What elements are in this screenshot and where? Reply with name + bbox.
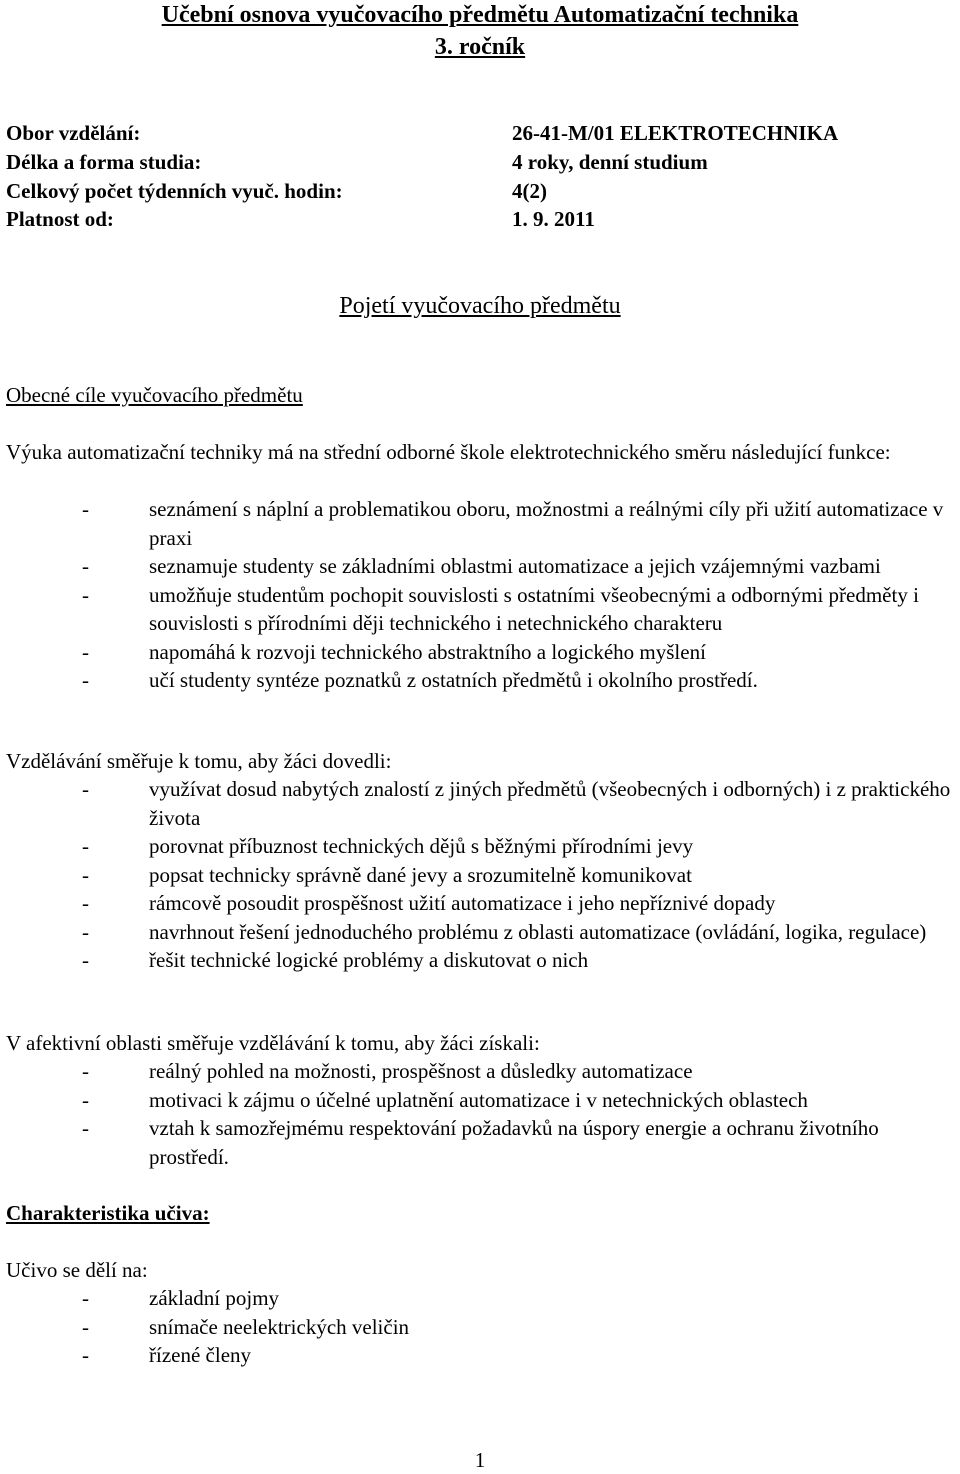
list-dash: - bbox=[82, 862, 89, 887]
list-item bbox=[6, 918, 960, 947]
list-dash: - bbox=[82, 834, 89, 858]
education-intro: Vzdělávání směřuje k tomu, aby žáci dovedli: bbox=[6, 749, 392, 773]
list-item-text: rámcově posoudit prospěšnost užití automatizace i jeho nepříznivé dopady bbox=[149, 891, 776, 915]
meta-label-valid-from: Platnost od: bbox=[6, 207, 114, 231]
document-subtitle-grade: 3. ročník bbox=[434, 34, 526, 60]
list-item bbox=[6, 638, 960, 667]
list-dash: - bbox=[82, 582, 89, 607]
curriculum-heading: Charakteristika učiva: bbox=[6, 1201, 210, 1225]
curriculum-list bbox=[6, 1284, 960, 1370]
list-item bbox=[6, 1341, 960, 1370]
list-item bbox=[6, 495, 960, 552]
meta-value-valid-from: 1. 9. 2011 bbox=[512, 207, 595, 231]
list-item bbox=[6, 946, 960, 975]
list-item-text: porovnat příbuznost technických dějů s běžnými přírodními jevy bbox=[149, 834, 694, 858]
list-item-text: umožňuje studentům pochopit souvislosti s ostatními všeobecnými a odbornými předměty i souvislosti s přírodními ději technického i netechnického charakteru bbox=[149, 582, 919, 635]
list-item bbox=[6, 1284, 960, 1313]
list-dash: - bbox=[82, 919, 89, 944]
list-dash: - bbox=[82, 1343, 89, 1367]
list-item bbox=[6, 1086, 960, 1115]
list-dash: - bbox=[82, 777, 89, 801]
section-title-concept: Pojetí vyučovacího předmětu bbox=[339, 293, 621, 319]
meta-label-field: Obor vzdělání: bbox=[6, 121, 141, 145]
list-item-text: motivaci k zájmu o účelné uplatnění automatizace i v netechnických oblastech bbox=[149, 1087, 808, 1112]
list-item-text: seznámení s náplní a problematikou oboru, možnostmi a reálnými cíly při užití automatizace v praxi bbox=[149, 497, 944, 550]
document-title: Učební osnova vyučovacího předmětu Automatizační technika bbox=[161, 2, 799, 28]
list-item bbox=[6, 889, 960, 918]
list-item bbox=[6, 666, 960, 695]
list-dash: - bbox=[82, 668, 89, 692]
list-item bbox=[6, 581, 960, 638]
list-item-text: řešit technické logické problémy a diskutovat o nich bbox=[149, 948, 589, 972]
curriculum-intro: Učivo se dělí na: bbox=[6, 1258, 148, 1282]
list-dash: - bbox=[82, 639, 89, 664]
list-item bbox=[6, 861, 960, 890]
meta-label-duration: Délka a forma studia: bbox=[6, 150, 202, 174]
list-dash: - bbox=[82, 1286, 89, 1310]
list-dash: - bbox=[82, 891, 89, 915]
list-dash: - bbox=[82, 554, 89, 578]
list-item bbox=[6, 832, 960, 861]
list-item-text: vztah k samozřejmému respektování požadavků na úspory energie a ochranu životního prostředí. bbox=[149, 1116, 879, 1169]
list-item bbox=[6, 775, 960, 832]
page-number: 1 bbox=[474, 1448, 486, 1472]
list-item-text: učí studenty syntéze poznatků z ostatních předmětů i okolního prostředí. bbox=[149, 668, 758, 692]
list-dash: - bbox=[82, 948, 89, 972]
list-dash: - bbox=[82, 1059, 89, 1083]
affective-intro: V afektivní oblasti směřuje vzdělávání k tomu, aby žáci získali: bbox=[6, 1031, 540, 1055]
list-dash: - bbox=[82, 497, 89, 521]
meta-label-hours: Celkový počet týdenních vyuč. hodin: bbox=[6, 179, 343, 203]
list-item-text: napomáhá k rozvoji technického abstraktního a logického myšlení bbox=[149, 639, 706, 664]
list-item bbox=[6, 1057, 960, 1086]
list-item bbox=[6, 1114, 960, 1171]
affective-list bbox=[6, 1057, 960, 1171]
list-item-text: navrhnout řešení jednoduchého problému z oblasti automatizace (ovládání, logika, regulace) bbox=[149, 919, 927, 944]
list-item-text: popsat technicky správně dané jevy a srozumitelně komunikovat bbox=[149, 862, 692, 887]
list-item-text: seznamuje studenty se základními oblastmi automatizace a jejich vzájemnými vazbami bbox=[149, 554, 881, 578]
list-item-text: řízené členy bbox=[149, 1343, 252, 1367]
list-dash: - bbox=[82, 1314, 89, 1339]
list-item-text: reálný pohled na možnosti, prospěšnost a důsledky automatizace bbox=[149, 1059, 693, 1083]
list-item-text: základní pojmy bbox=[149, 1286, 280, 1310]
list-item-text: využívat dosud nabytých znalostí z jiných předmětů (všeobecných i odborných) i z praktického života bbox=[149, 777, 951, 830]
goals-heading: Obecné cíle vyučovacího předmětu bbox=[6, 383, 303, 407]
list-item bbox=[6, 552, 960, 581]
meta-value-duration: 4 roky, denní studium bbox=[512, 150, 708, 174]
list-item-text: snímače neelektrických veličin bbox=[149, 1314, 410, 1339]
goals-intro: Výuka automatizační techniky má na střední odborné škole elektrotechnického směru následující funkce: bbox=[6, 440, 891, 464]
functions-list bbox=[6, 495, 960, 695]
education-list bbox=[6, 775, 960, 975]
list-dash: - bbox=[82, 1116, 89, 1140]
list-item bbox=[6, 1313, 960, 1342]
meta-value-field: 26-41-M/01 ELEKTROTECHNIKA bbox=[512, 121, 839, 145]
list-dash: - bbox=[82, 1087, 89, 1112]
meta-value-hours: 4(2) bbox=[512, 179, 547, 203]
